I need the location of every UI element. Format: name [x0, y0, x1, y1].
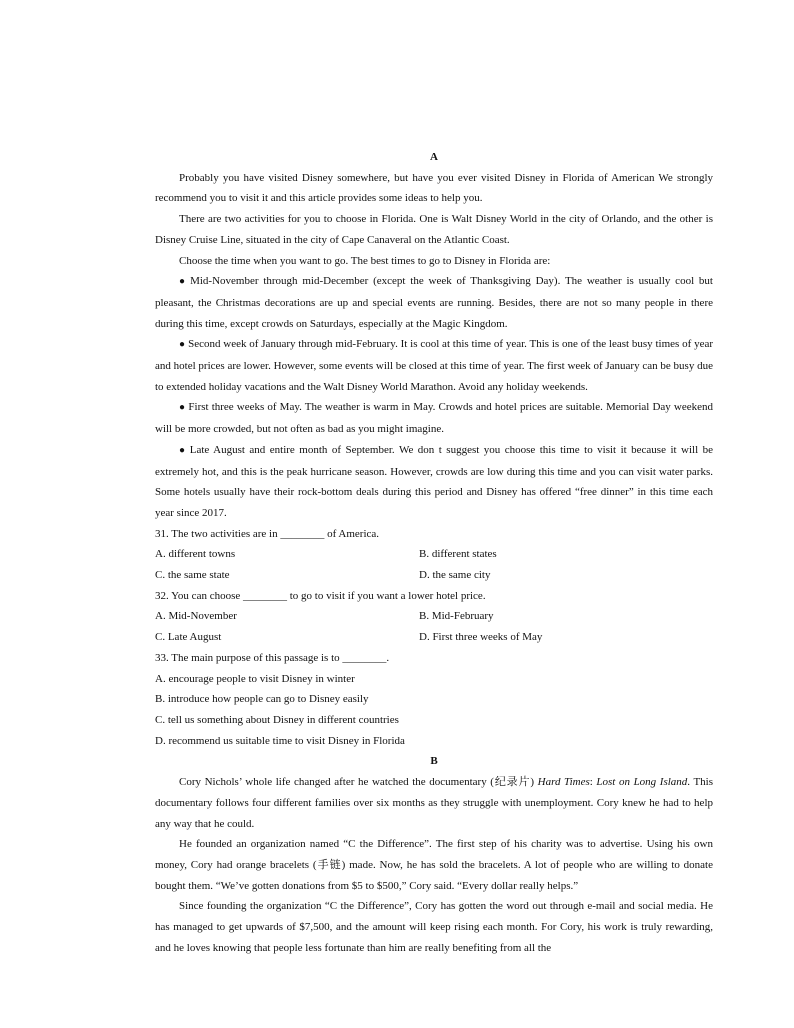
option-b[interactable]: B. introduce how people can go to Disney easily [155, 693, 369, 706]
option-d[interactable]: D. the same city [419, 569, 491, 582]
paragraph-text: : [589, 776, 597, 789]
option-b[interactable]: B. different states [419, 548, 497, 561]
paragraph-text: Cory Nichols’ whole life changed after he watched the documentary (纪录片) [179, 776, 538, 789]
question-32-options [155, 606, 713, 647]
paragraph: He founded an organization named “C the Difference”. The first step of his charity was to advertise. Using his own money, Cory had orange bracelets (手链) made. Now, he has sold the bracelets. A lot of people who are willing to donate bought them. “We’ve gotten donations from $5 to $500,” Cory said. “Every dollar really helps.” [155, 838, 713, 892]
bullet-item: ● First three weeks of May. The weather is warm in May. Crowds and hotel prices are suitable. Memorial Day weekend will be more crowded, but not often as bad as you might imagine. [155, 397, 713, 439]
question-32: 32. You can choose ________ to go to visit if you want a lower hotel price. [155, 589, 486, 602]
paragraph: Choose the time when you want to go. The best times to go to Disney in Florida are: [179, 254, 551, 267]
documentary-title: Hard Times [537, 776, 590, 789]
question-33: 33. The main purpose of this passage is to ________. [155, 651, 390, 664]
bullet-item: ● Second week of January through mid-February. It is cool at this time of year. This is one of the least busy times of year and hotel prices are lower. However, some events will be closed at this time of year. The first week of January can be busy due to extended holiday vacations and the Walt Disney World Marathon. Avoid any holiday weekends. [155, 334, 713, 397]
paragraph: Since founding the organization “C the Difference”, Cory has gotten the word out through e-mail and social media. He has managed to get upwards of $7,500, and the amount will keep rising each month. For Cory, his work is truly rewarding, and he loves knowing that people less fortunate than him are really benefiting from all the [155, 900, 713, 954]
paragraph: Probably you have visited Disney somewhere, but have you ever visited Disney in Florida of American We strongly recommend you to visit it and this article provides some ideas to help you. [155, 171, 713, 205]
exam-page [155, 147, 713, 958]
section-a-heading: A [430, 151, 438, 163]
question-31-options [155, 544, 713, 585]
bullet-item: ● Mid-November through mid-December (except the week of Thanksgiving Day). The weather is usually cool but pleasant, the Christmas decorations are up and special events are running. Besides, there are not so many people in there during this time, except crowds on Saturdays, especially at the Magic Kingdom. [155, 271, 713, 334]
paragraph: There are two activities for you to choose in Florida. One is Walt Disney World in the city of Orlando, and the other is Disney Cruise Line, situated in the city of Cape Canaveral on the Atlantic Coast. [155, 213, 713, 246]
bullet-item: ● Late August and entire month of September. We don t suggest you choose this time to visit it because it will be extremely hot, and this is the peak hurricane season. However, crowds are low during this time and you can visit water parks. Some hotels usually have their rock-bottom deals during this period and Disney has offered “free dinner” in this time each year since 2017. [155, 440, 713, 524]
option-d[interactable]: D. recommend us suitable time to visit Disney in Florida [155, 734, 405, 747]
question-31: 31. The two activities are in ________ of America. [155, 527, 380, 540]
option-c[interactable]: C. tell us something about Disney in different countries [155, 713, 399, 726]
option-c[interactable]: C. Late August [155, 631, 222, 644]
option-a[interactable]: A. Mid-November [155, 610, 237, 623]
documentary-subtitle: Lost on Long Island [596, 776, 688, 789]
section-b-heading: B [430, 755, 438, 768]
option-d[interactable]: D. First three weeks of May [419, 631, 543, 644]
option-a[interactable]: A. encourage people to visit Disney in winter [155, 672, 355, 685]
option-a[interactable]: A. different towns [155, 548, 236, 561]
paragraph-text: . This documentary follows four different families over six months as they struggle with unemployment. Cory knew he had to help any way that he could. [155, 776, 714, 830]
option-c[interactable]: C. the same state [155, 569, 230, 582]
option-b[interactable]: B. Mid-February [419, 610, 494, 623]
paragraph [155, 772, 713, 834]
